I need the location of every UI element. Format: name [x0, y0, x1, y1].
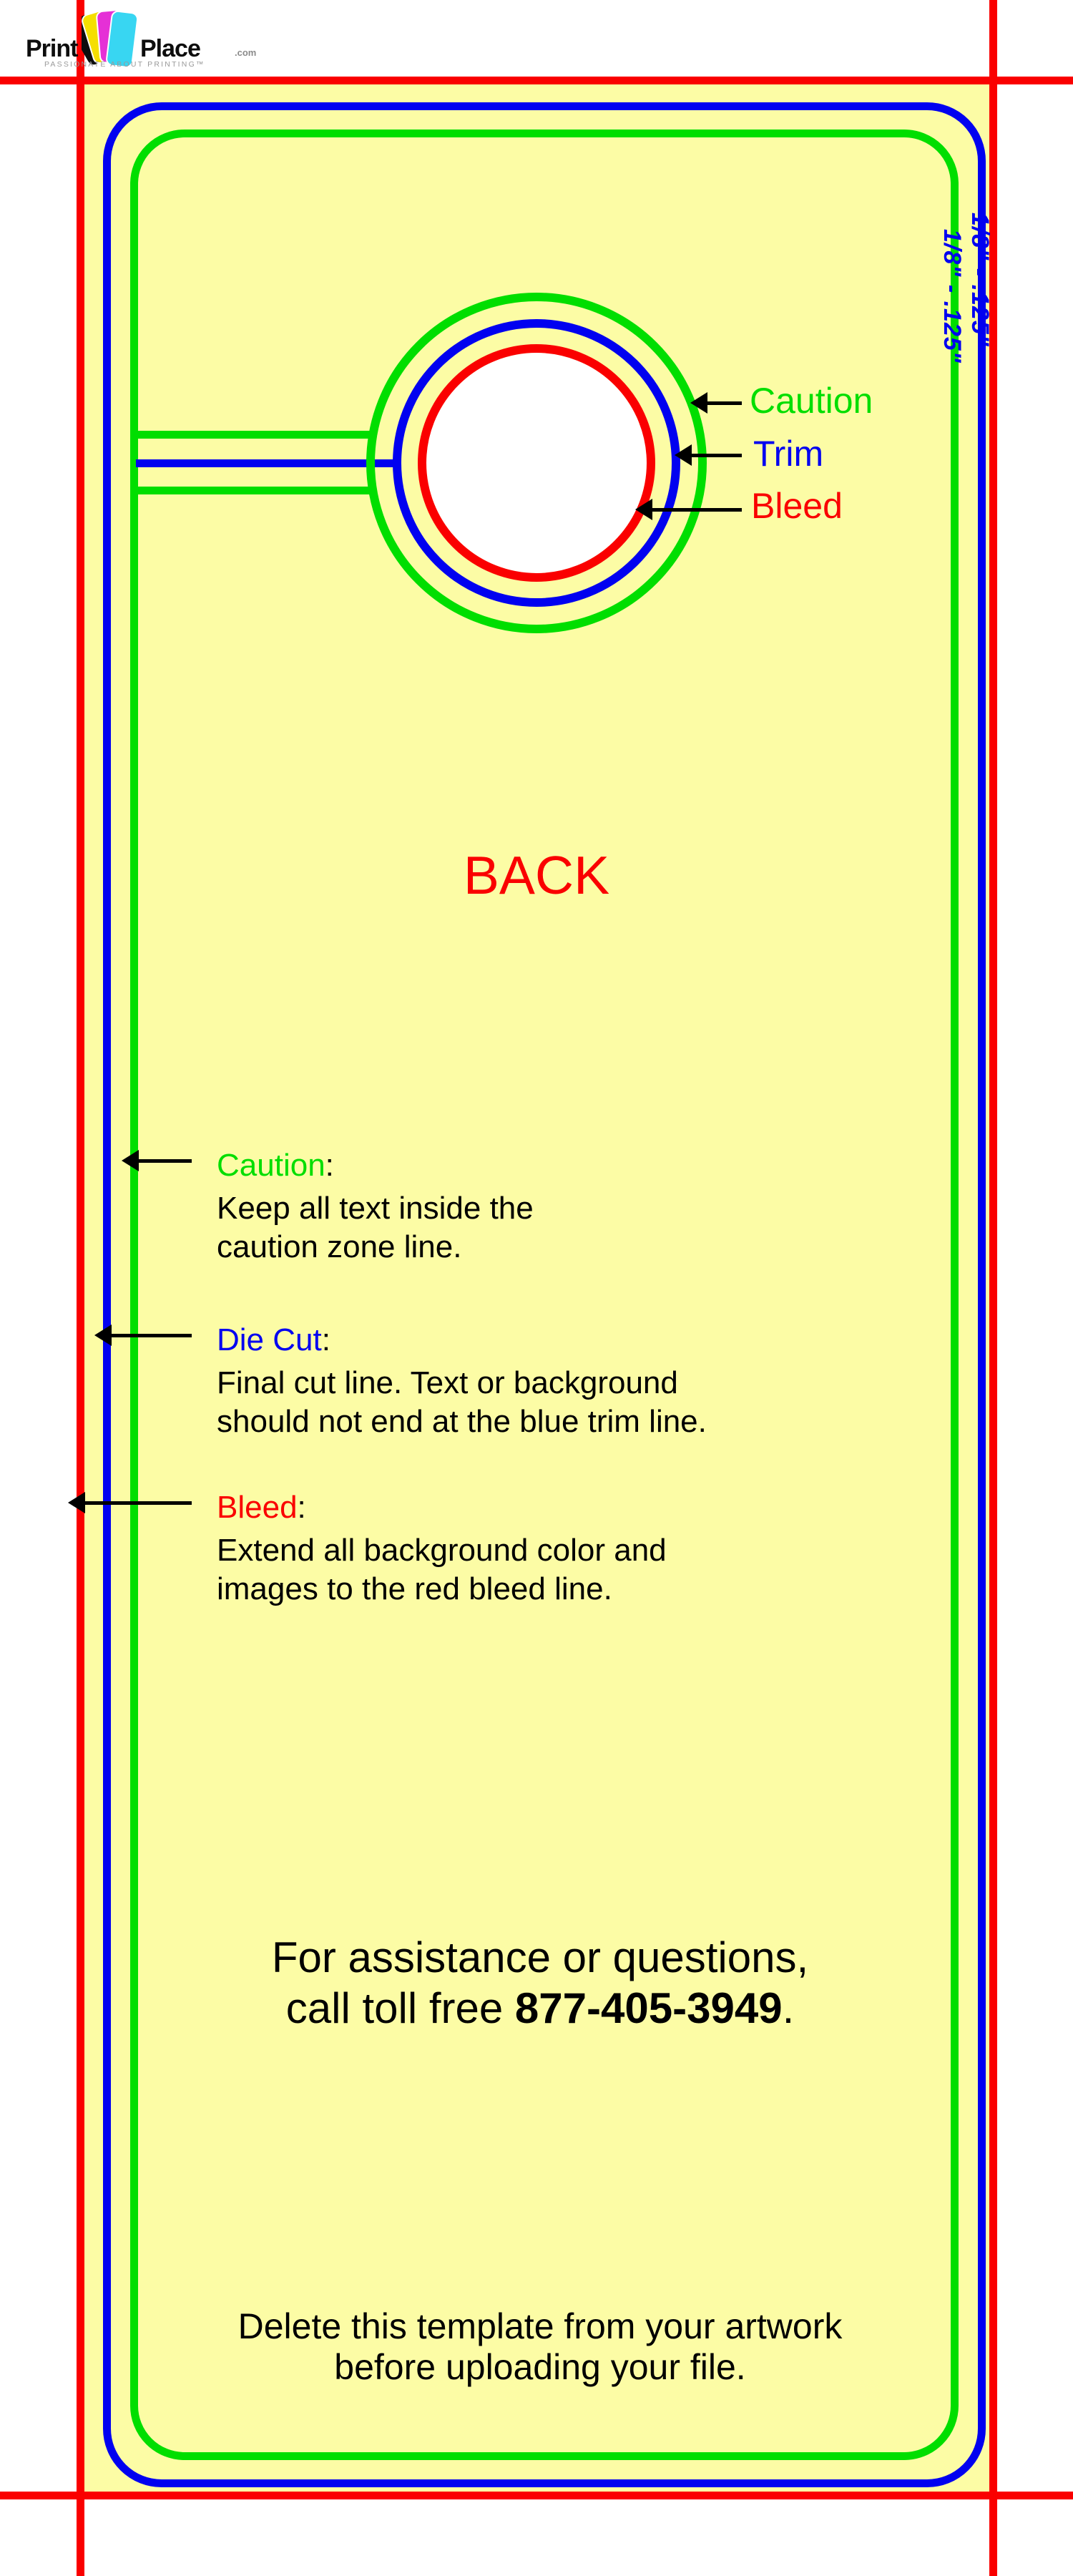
note-caution-arrow-shaft — [137, 1159, 192, 1163]
note-caution-body — [217, 1189, 534, 1267]
assistance-note — [93, 1932, 987, 2034]
note-diecut-arrow-shaft — [110, 1334, 192, 1337]
note-diecut-arrow-icon — [94, 1324, 112, 1346]
bleed-line-top — [0, 77, 1073, 84]
footer-instruction — [93, 2306, 987, 2388]
assistance-line2 — [93, 1983, 987, 2034]
footer-line1: Delete this template from your artwork — [237, 2306, 843, 2346]
assistance-line1: For assistance or questions, — [271, 1933, 809, 1981]
knob-caution-label: Caution — [750, 381, 873, 421]
note-diecut-body — [217, 1364, 707, 1441]
note-bleed-line2: images to the red bleed line. — [217, 1571, 612, 1606]
logo-print-text: Print — [26, 35, 78, 62]
knob-bleed-arrow-shaft — [651, 508, 742, 512]
assistance-line2-suffix: . — [782, 1984, 795, 2032]
note-bleed-arrow-icon — [68, 1492, 85, 1513]
knob-trim-arrow-icon — [675, 444, 692, 466]
note-diecut-line1: Final cut line. Text or background — [217, 1365, 678, 1400]
logo-com-text: .com — [235, 47, 257, 58]
note-bleed-heading — [217, 1491, 306, 1524]
knob-trim-label: Trim — [753, 434, 824, 474]
bleed-gap-measurement: 1/8" - .125" — [966, 213, 994, 347]
knob-hole-cutout — [426, 353, 647, 573]
knob-trim-arrow-shaft — [690, 454, 742, 457]
note-bleed-body — [217, 1531, 667, 1609]
note-caution-heading — [217, 1149, 334, 1182]
note-caution-arrow-icon — [122, 1150, 139, 1171]
caution-gap-measurement: 1/8" - .125" — [939, 229, 966, 364]
note-caution-colon: : — [325, 1148, 334, 1183]
note-diecut-line2: should not end at the blue trim line. — [217, 1404, 707, 1439]
logo-tagline: PASSIONATE ABOUT PRINTING™ — [44, 60, 205, 69]
knob-bleed-label: Bleed — [751, 486, 843, 526]
knob-hole-diagram — [315, 243, 758, 687]
side-title: BACK — [463, 845, 610, 905]
bleed-line-right — [989, 0, 997, 2576]
note-bleed-arrow-shaft — [84, 1501, 192, 1505]
knob-caution-arrow-icon — [690, 392, 707, 414]
bleed-line-left — [77, 0, 84, 2576]
printplace-logo — [21, 6, 265, 77]
note-diecut-colon: : — [321, 1322, 330, 1357]
note-bleed-title: Bleed — [217, 1490, 298, 1525]
knob-caution-arrow-shaft — [706, 401, 742, 405]
note-bleed-colon: : — [297, 1490, 306, 1525]
note-caution-line1: Keep all text inside the — [217, 1191, 534, 1226]
footer-line2: before uploading your file. — [334, 2347, 746, 2387]
logo-place-text: Place — [140, 35, 200, 62]
assistance-phone: 877-405-3949 — [514, 1984, 783, 2032]
note-caution-title: Caution — [217, 1148, 325, 1183]
note-diecut-heading — [217, 1324, 330, 1357]
note-caution-line2: caution zone line. — [217, 1229, 462, 1264]
note-diecut-title: Die Cut — [217, 1322, 322, 1357]
assistance-line2-prefix: call toll free — [285, 1984, 515, 2032]
knob-bleed-arrow-icon — [635, 499, 652, 520]
note-bleed-line1: Extend all background color and — [217, 1533, 667, 1568]
bleed-line-bottom — [0, 2492, 1073, 2499]
